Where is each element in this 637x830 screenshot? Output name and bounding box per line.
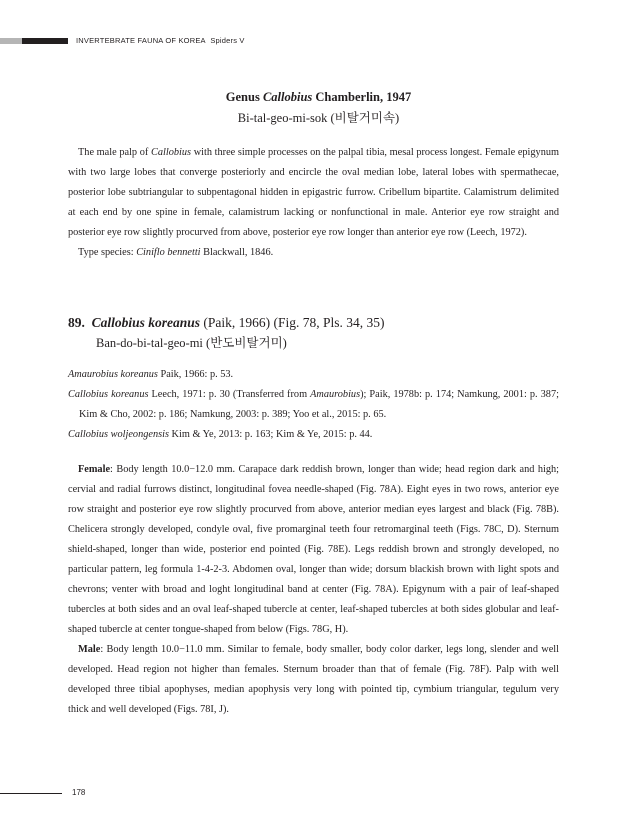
synonym-entry: Callobius koreanus Leech, 1971: p. 30 (Transferred from Amaurobius); Paik, 1978b: p. 174; Namkung, 2001: p. 387; Kim & Cho, 2002: p. 186; Namkung, 2003: p. 389; Yoo et al., 2015: p. 65. [68,389,559,420]
male-label: Male [78,644,101,655]
species-title [68,315,385,331]
genus-prefix: Genus [225,90,263,104]
genus-name: Callobius [262,90,313,104]
synonym-entry: Amaurobius koreanus Paik, 1966: p. 53. [68,369,234,380]
footer-rule [0,793,62,794]
volume-title: Spiders V [210,36,245,45]
synonym-entry: Callobius woljeongensis Kim & Ye, 2013: p. 163; Kim & Ye, 2015: p. 44. [68,429,373,440]
genus-author: Chamberlin, 1947 [312,90,412,104]
type-species: Type species: Ciniflo bennetti Blackwall, 1846. [78,247,274,258]
genus-korean-name: Bi-tal-geo-mi-sok (비탈거미속) [237,111,400,125]
genus-diagnosis: The male palp of Callobius with three simple processes on the palpal tibia, mesal process longest. Female epigynum with two large lobes that converge posteriorly and encircle the oval median lobe, lateral lobes with spermathecae, posterior lobe subtriangular to subpentagonal hidden in epigastric furrow. Cribellum bipartite. Calamistrum delimited at each end by one spine in female, calamistrum lacking or nonfunctional in male. Anterior eye row straight and posterior eye row slightly procurved from above, posterior eye row longer than anterior eye row (Leech, 1972). [68,147,560,238]
male-description: Male: Body length 10.0−11.0 mm. Similar to female, body smaller, body color darker, legs long, slender and well developed. Head region not higher than females. Sternum broader than that of female (Fig. 78F). Palp with well developed three tibial apophyses, median apophysis very long with pointed tip, cymbium triangular, tegulum very thick and well developed (Figs. 78I, J). [68,644,559,715]
genus-title [0,90,637,105]
series-title: INVERTEBRATE FAUNA OF KOREA [76,36,206,45]
genus-description [68,143,559,263]
species-korean-name: Ban-do-bi-tal-geo-mi (반도비탈거미) [96,336,287,350]
species-name: Callobius koreanus [91,315,201,330]
description [68,460,559,720]
page-number: 178 [72,788,86,797]
species-author: (Paik, 1966) (Fig. 78, Pls. 34, 35) [200,315,385,330]
running-header [76,36,245,45]
female-label: Female [78,464,111,475]
species-number: 89. [68,315,85,330]
synonymy-list [68,365,559,445]
header-bar-grey [0,38,22,44]
header-bar-black [22,38,68,44]
female-description: Female: Body length 10.0−12.0 mm. Carapace dark reddish brown, longer than wide; head region dark and high; cervial and radial furrows distinct, longitudinal fovea needle-shaped (Fig. 78A). Eight eyes in two rows, anterior eye row straight and posterior eye row slightly procurved from above, anterior median eyes largest and black (Fig. 78B). Chelicera strongly developed, condyle oval, five promarginal teeth four retromarginal teeth (Figs. 78C, D). Sternum shield-shaped, longer than wide, posterior end pointed (Fig. 78E). Legs reddish brown and strongly developed, no particular pattern, leg formula 1-4-2-3. Abdomen oval, longer than wide; dorsum blackish brown with light spots and chevrons; venter with broad and loght longitudinal band at center (Fig. 78A). Epigynum with a pair of leaf-shaped tubercles at both sides and an oval leaf-shaped tubercle at center, leaf-shaped tubercles at both sides globular and leaf-shaped tubercle at center tongue-shaped from below (Figs. 78G, H). [68,464,559,635]
